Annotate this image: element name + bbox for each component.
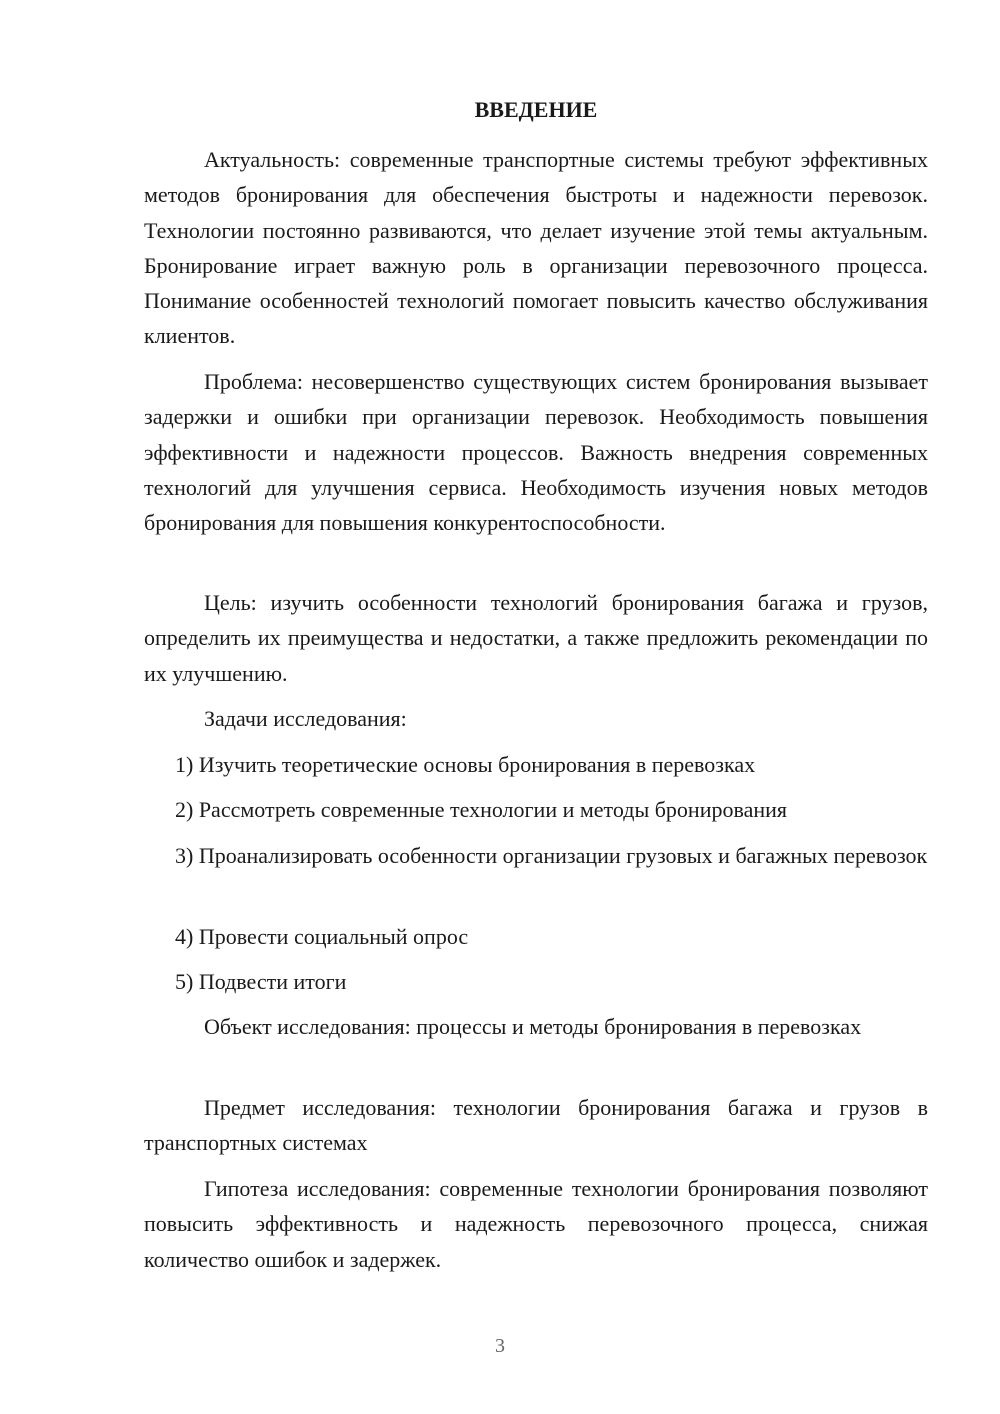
paragraph-object: Объект исследования: процессы и методы бронирования в перевозках [204,1014,862,1039]
paragraph-problem: Проблема: несовершенство существующих систем бронирования вызывает задержки и ошибки при организации перевозок. Необходимость повышения эффективности и надежности процессов. Важность внедрения современных технологий для улучшения сервиса. Необходимость изучения новых методов бронирования для повышения конкурентоспособности. [144,369,928,536]
page-number: 3 [495,1335,505,1357]
task-item-5: 5) Подвести итоги [175,969,347,994]
page-title: ВВЕДЕНИЕ [474,97,598,122]
paragraph-relevance: Актуальность: современные транспортные системы требуют эффективных методов бронирования для обеспечения быстроты и надежности перевозок. Технологии постоянно развиваются, что делает изучение этой темы актуальным. Бронирование играет важную роль в организации перевозочного процесса. Понимание особенностей технологий помогает повысить качество обслуживания клиентов. [144,147,928,349]
tasks-heading: Задачи исследования: [204,706,407,731]
task-item-3: 3) Проанализировать особенности организации грузовых и багажных перевозок [175,843,928,868]
paragraph-hypothesis: Гипотеза исследования: современные технологии бронирования позволяют повысить эффективность и надежность перевозочного процесса, снижая количество ошибок и задержек. [144,1176,928,1272]
task-item-2: 2) Рассмотреть современные технологии и методы бронирования [175,797,787,822]
paragraph-subject: Предмет исследования: технологии бронирования багажа и грузов в транспортных системах [144,1095,928,1156]
task-item-1: 1) Изучить теоретические основы бронирования в перевозках [175,752,756,777]
task-item-4: 4) Провести социальный опрос [175,924,469,949]
paragraph-goal: Цель: изучить особенности технологий бронирования багажа и грузов, определить их преимущества и недостатки, а также предложить рекомендации по их улучшению. [144,590,928,686]
